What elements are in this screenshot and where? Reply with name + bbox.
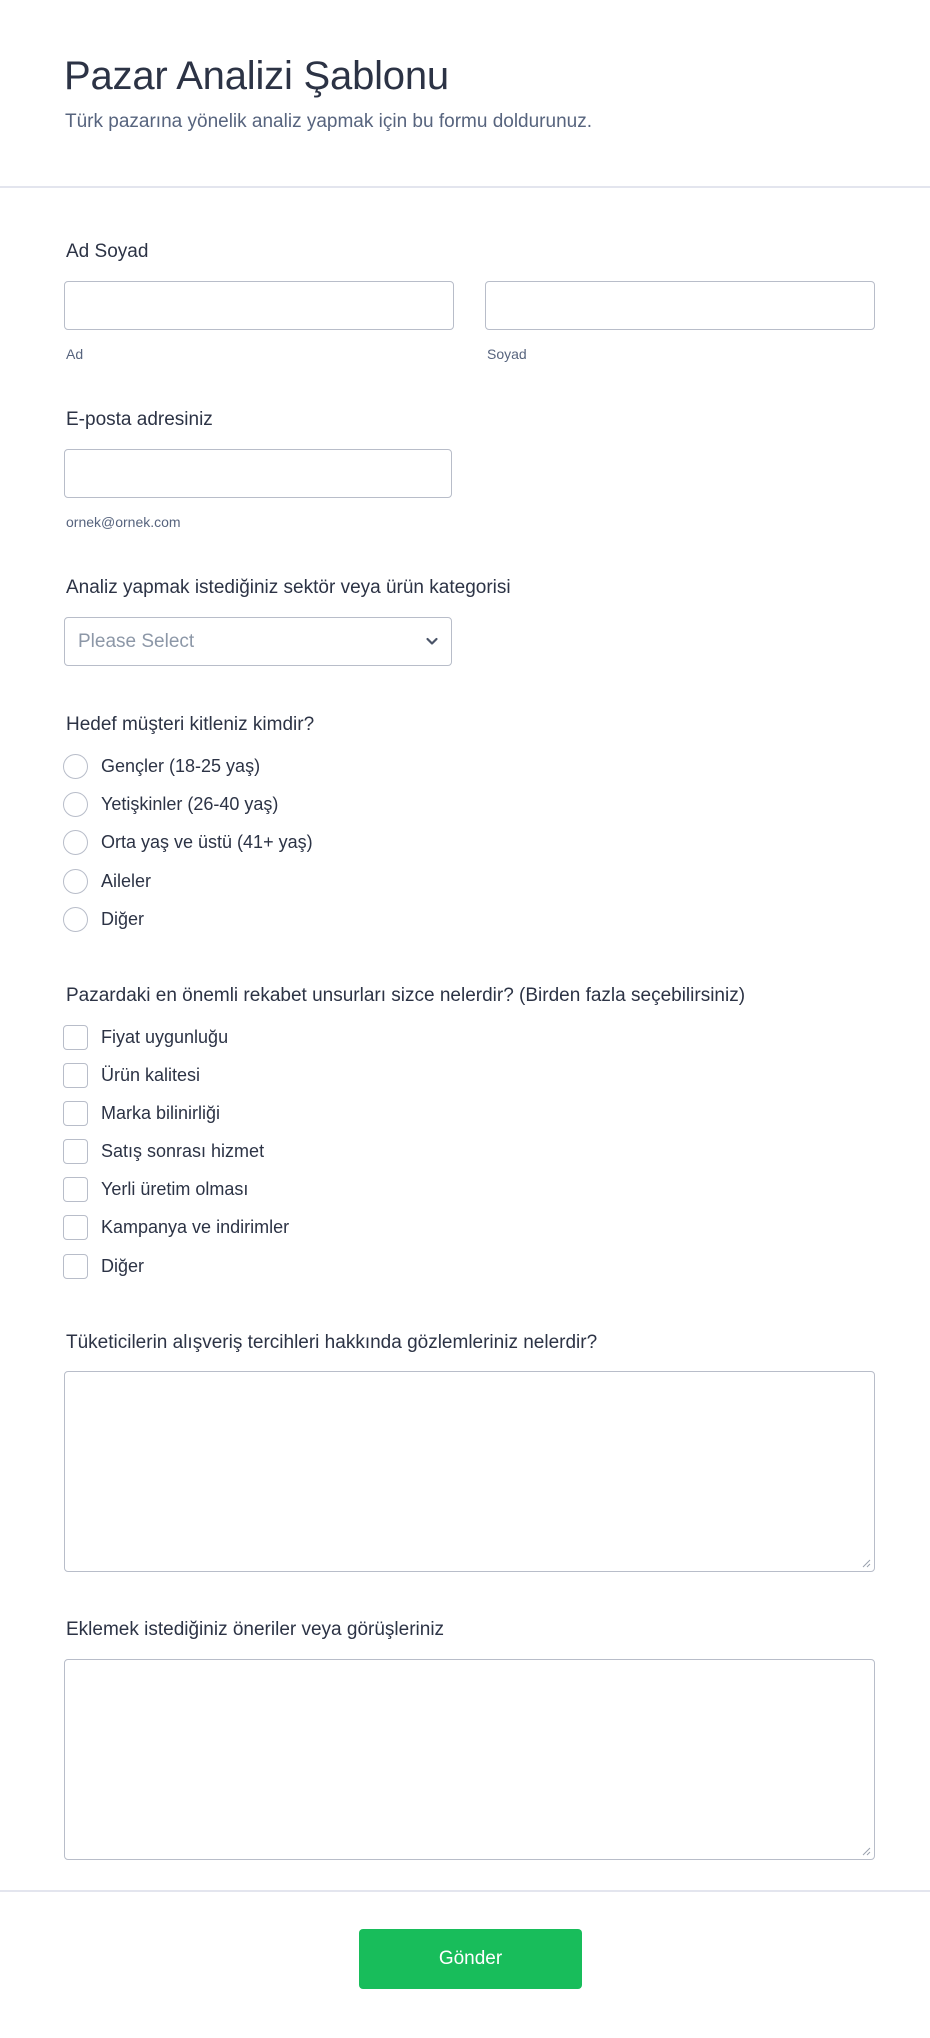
checkbox-option[interactable] <box>63 1215 763 1241</box>
checkbox[interactable] <box>63 1177 88 1202</box>
competition-label: Pazardaki en önemli rekabet unsurları sizce nelerdir? (Birden fazla seçebilirsiniz) <box>66 985 746 1006</box>
radio-button[interactable] <box>63 907 88 932</box>
checkbox-option[interactable] <box>63 1101 763 1127</box>
page-subtitle: Türk pazarına yönelik analiz yapmak için bu formu doldurunuz. <box>65 111 592 132</box>
email-input[interactable] <box>64 449 452 498</box>
sector-select[interactable] <box>64 617 452 666</box>
suggestions-textarea[interactable] <box>64 1659 875 1860</box>
checkbox[interactable] <box>63 1101 88 1126</box>
observations-label: Tüketicilerin alışveriş tercihleri hakkında gözlemleriniz nelerdir? <box>66 1332 598 1353</box>
radio-option-label: Orta yaş ve üstü (41+ yaş) <box>101 832 313 852</box>
checkbox-option[interactable] <box>63 1177 763 1203</box>
last-name-sublabel: Soyad <box>487 346 527 362</box>
checkbox-option[interactable] <box>63 1025 763 1051</box>
checkbox[interactable] <box>63 1139 88 1164</box>
radio-option-label: Aileler <box>101 871 152 891</box>
checkbox-option[interactable] <box>63 1254 763 1280</box>
radio-button[interactable] <box>63 754 88 779</box>
checkbox[interactable] <box>63 1254 88 1279</box>
checkbox[interactable] <box>63 1215 88 1240</box>
page-title: Pazar Analizi Şablonu <box>64 54 449 98</box>
checkbox[interactable] <box>63 1063 88 1088</box>
radio-option-label: Gençler (18-25 yaş) <box>101 756 261 776</box>
full-name-label: Ad Soyad <box>66 241 149 262</box>
checkbox-option-label: Fiyat uygunluğu <box>101 1027 229 1047</box>
sector-label: Analiz yapmak istediğiniz sektör veya ürün kategorisi <box>66 577 511 598</box>
radio-option[interactable] <box>63 869 763 895</box>
checkbox-option-label: Ürün kalitesi <box>101 1065 201 1085</box>
radio-button[interactable] <box>63 792 88 817</box>
radio-option[interactable] <box>63 907 763 933</box>
checkbox-option-label: Yerli üretim olması <box>101 1179 249 1199</box>
radio-option-label: Diğer <box>101 909 145 929</box>
first-name-sublabel: Ad <box>66 346 84 362</box>
checkbox-option-label: Satış sonrası hizmet <box>101 1141 265 1161</box>
footer-divider <box>0 1890 930 1892</box>
radio-option-label: Yetişkinler (26-40 yaş) <box>101 794 279 814</box>
sector-select-placeholder: Please Select <box>78 631 195 652</box>
checkbox-option-label: Diğer <box>101 1256 145 1276</box>
observations-textarea[interactable] <box>64 1371 875 1572</box>
resize-handle-icon[interactable] <box>861 1846 871 1856</box>
radio-option[interactable] <box>63 830 763 856</box>
email-label: E-posta adresiniz <box>66 409 213 430</box>
suggestions-label: Eklemek istediğiniz öneriler veya görüşleriniz <box>66 1619 445 1640</box>
checkbox-option-label: Kampanya ve indirimler <box>101 1217 290 1237</box>
first-name-input[interactable] <box>64 281 454 330</box>
radio-button[interactable] <box>63 830 88 855</box>
form-header <box>0 0 930 188</box>
email-sublabel: ornek@ornek.com <box>66 514 181 530</box>
checkbox-option-label: Marka bilinirliği <box>101 1103 221 1123</box>
checkbox-option[interactable] <box>63 1139 763 1165</box>
chevron-down-icon <box>423 632 441 650</box>
last-name-input[interactable] <box>485 281 875 330</box>
checkbox-option[interactable] <box>63 1063 763 1089</box>
resize-handle-icon[interactable] <box>861 1558 871 1568</box>
radio-option[interactable] <box>63 792 763 818</box>
audience-label: Hedef müşteri kitleniz kimdir? <box>66 714 315 735</box>
radio-button[interactable] <box>63 869 88 894</box>
submit-button[interactable]: Gönder <box>359 1929 582 1989</box>
radio-option[interactable] <box>63 754 763 780</box>
checkbox[interactable] <box>63 1025 88 1050</box>
